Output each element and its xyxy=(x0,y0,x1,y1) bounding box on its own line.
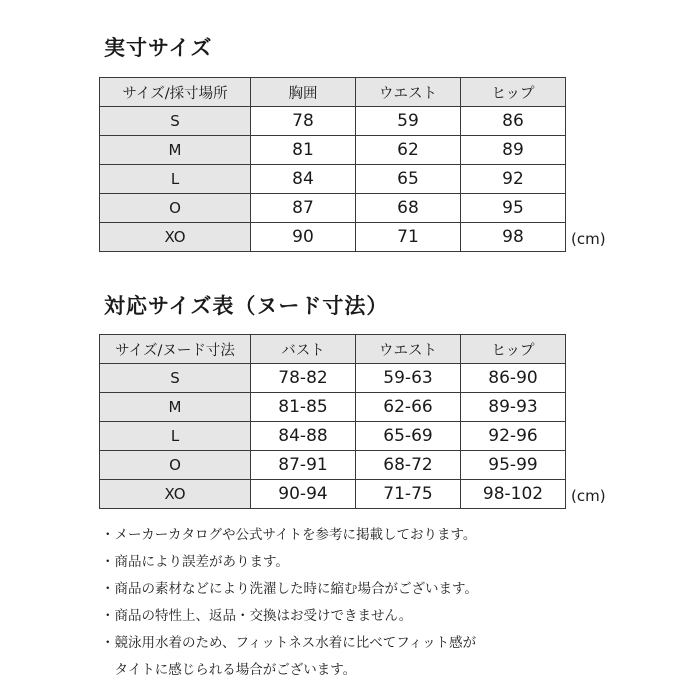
nude-size-heading: 対応サイズ表（ヌード寸法） xyxy=(104,294,389,318)
measured-unit-label: (cm) xyxy=(571,230,606,248)
size-label: L xyxy=(100,165,251,194)
header-waist: ウエスト xyxy=(356,335,461,364)
size-label: L xyxy=(100,422,251,451)
hip-range: 95-99 xyxy=(461,451,566,480)
waist-value: 65 xyxy=(356,165,461,194)
waist-value: 71 xyxy=(356,223,461,252)
note-item: ・商品の素材などにより洗濯した時に縮む場合がございます。 xyxy=(101,581,478,597)
table-row xyxy=(100,223,566,252)
bust-range: 84-88 xyxy=(251,422,356,451)
chest-value: 90 xyxy=(251,223,356,252)
size-label: M xyxy=(100,136,251,165)
notes-list xyxy=(101,522,641,684)
waist-range: 68-72 xyxy=(356,451,461,480)
hip-range: 86-90 xyxy=(461,364,566,393)
hip-value: 95 xyxy=(461,194,566,223)
bust-range: 78-82 xyxy=(251,364,356,393)
hip-value: 98 xyxy=(461,223,566,252)
waist-range: 65-69 xyxy=(356,422,461,451)
header-size-measure-point: サイズ/採寸場所 xyxy=(100,78,251,107)
table-row xyxy=(100,364,566,393)
header-hip: ヒップ xyxy=(461,78,566,107)
table-row xyxy=(100,480,566,509)
waist-value: 59 xyxy=(356,107,461,136)
note-item: ・メーカーカタログや公式サイトを参考に掲載しております。 xyxy=(101,527,477,543)
table-header-row xyxy=(100,335,566,364)
hip-value: 86 xyxy=(461,107,566,136)
hip-value: 89 xyxy=(461,136,566,165)
table-row xyxy=(100,107,566,136)
note-item: タイトに感じられる場合がございます。 xyxy=(101,662,357,678)
bust-range: 87-91 xyxy=(251,451,356,480)
chest-value: 81 xyxy=(251,136,356,165)
table-row xyxy=(100,165,566,194)
table-row xyxy=(100,136,566,165)
size-label: O xyxy=(100,194,251,223)
note-item: ・商品により誤差があります。 xyxy=(101,554,289,570)
size-label: S xyxy=(100,107,251,136)
chest-value: 87 xyxy=(251,194,356,223)
header-size-nude-measure: サイズ/ヌード寸法 xyxy=(100,335,251,364)
chest-value: 84 xyxy=(251,165,356,194)
size-label: XO xyxy=(100,480,251,509)
table-row xyxy=(100,393,566,422)
header-chest: 胸囲 xyxy=(251,78,356,107)
hip-value: 92 xyxy=(461,165,566,194)
size-label: XO xyxy=(100,223,251,252)
waist-value: 62 xyxy=(356,136,461,165)
table-row xyxy=(100,451,566,480)
bust-range: 90-94 xyxy=(251,480,356,509)
chest-value: 78 xyxy=(251,107,356,136)
header-hip: ヒップ xyxy=(461,335,566,364)
nude-size-table xyxy=(99,334,566,509)
waist-range: 59-63 xyxy=(356,364,461,393)
hip-range: 92-96 xyxy=(461,422,566,451)
waist-value: 68 xyxy=(356,194,461,223)
table-row xyxy=(100,194,566,223)
nude-unit-label: (cm) xyxy=(571,487,606,505)
size-label: O xyxy=(100,451,251,480)
hip-range: 89-93 xyxy=(461,393,566,422)
size-label: M xyxy=(100,393,251,422)
header-waist: ウエスト xyxy=(356,78,461,107)
note-item: ・商品の特性上、返品・交換はお受けできません。 xyxy=(101,608,413,624)
measured-size-heading: 実寸サイズ xyxy=(104,36,213,60)
note-item: ・競泳用水着のため、フィットネス水着に比べてフィット感が xyxy=(101,635,477,651)
measured-size-table xyxy=(99,77,566,252)
table-row xyxy=(100,422,566,451)
waist-range: 71-75 xyxy=(356,480,461,509)
hip-range: 98-102 xyxy=(461,480,566,509)
table-header-row xyxy=(100,78,566,107)
bust-range: 81-85 xyxy=(251,393,356,422)
waist-range: 62-66 xyxy=(356,393,461,422)
header-bust: バスト xyxy=(251,335,356,364)
size-label: S xyxy=(100,364,251,393)
